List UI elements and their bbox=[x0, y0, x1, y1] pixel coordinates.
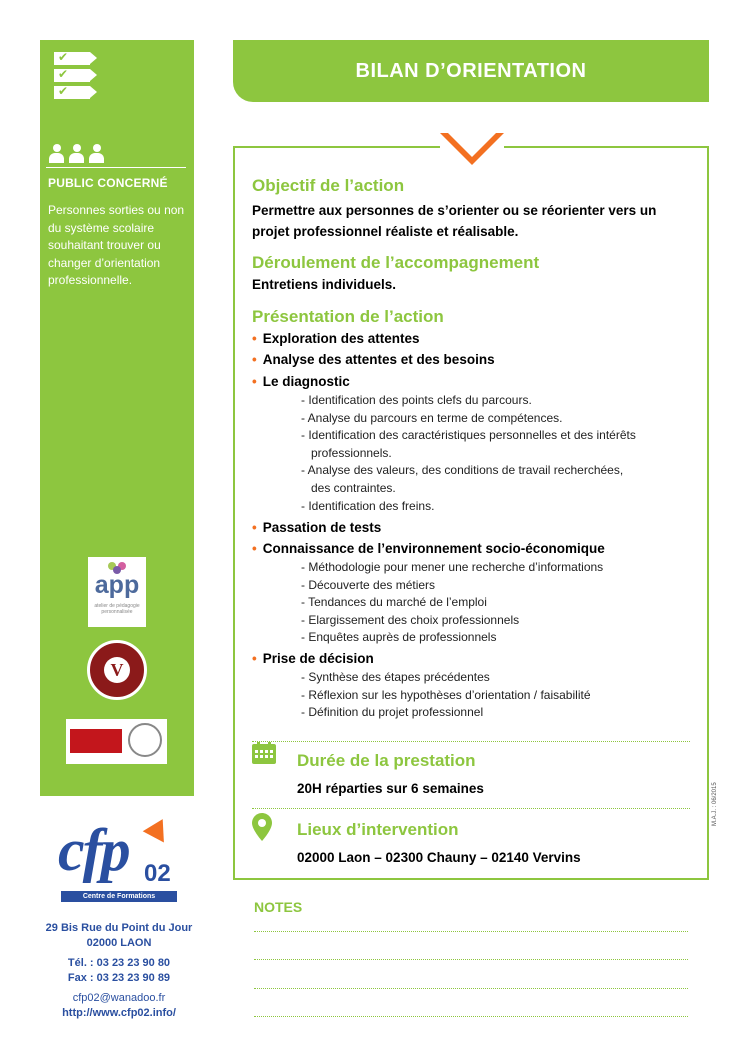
cfp-orange-shape bbox=[143, 814, 174, 843]
cfp-logo-number: 02 bbox=[144, 860, 171, 887]
box-top-border-left bbox=[233, 146, 440, 148]
people-icon bbox=[48, 144, 105, 164]
bullet-exploration: • Exploration des attentes bbox=[252, 331, 420, 346]
bullet-diagnostic: • Le diagnostic bbox=[252, 374, 350, 389]
deroulement-text: Entretiens individuels. bbox=[252, 277, 397, 292]
list-item: - Découverte des métiers bbox=[301, 577, 436, 592]
title-banner bbox=[233, 40, 709, 102]
decision-list bbox=[301, 669, 701, 722]
cfp-logo-bar: Centre de Formations Personnalisées bbox=[61, 891, 177, 902]
list-item: - Identification des caractéristiques personnelles et des intérêts bbox=[301, 428, 636, 443]
calendar-icon bbox=[252, 742, 276, 764]
list-item: - Identification des points clefs du parcours. bbox=[301, 393, 532, 407]
notes-title: NOTES bbox=[254, 899, 303, 915]
note-line bbox=[254, 1016, 688, 1017]
public-concerne-text: Personnes sorties ou non du système scolaire souhaitant trouver ou changer d’orientation professionnelle. bbox=[48, 203, 185, 287]
list-item: - Méthodologie pour mener une recherche d’informations bbox=[301, 560, 604, 574]
duree-title: Durée de la prestation bbox=[297, 751, 476, 770]
address-line-1: 29 Bis Rue du Point du Jour bbox=[45, 922, 193, 934]
list-item: professionnels. bbox=[311, 445, 392, 460]
box-top-border-right bbox=[504, 146, 709, 148]
list-item: - Tendances du marché de l’emploi bbox=[301, 595, 487, 610]
sidebar-divider bbox=[46, 167, 186, 168]
bullet-tests: • Passation de tests bbox=[252, 520, 382, 535]
page-title: BILAN D’ORIENTATION bbox=[355, 60, 587, 82]
list-item: - Synthèse des étapes précédentes bbox=[301, 670, 490, 684]
list-item: - Réflexion sur les hypothèses d’orientation / faisabilité bbox=[301, 687, 591, 702]
checklist-icon: ✔ ✔ ✔ bbox=[54, 52, 98, 103]
address-line-2: 02000 LAON bbox=[86, 937, 152, 949]
app-logo-word: app bbox=[94, 571, 140, 599]
list-item: - Analyse du parcours en terme de compétences. bbox=[301, 410, 563, 425]
list-item: - Analyse des valeurs, des conditions de travail recherchées, bbox=[301, 463, 624, 478]
public-concerne-title: PUBLIC CONCERNÉ bbox=[48, 176, 168, 190]
website-link[interactable]: http://www.cfp02.info/ bbox=[62, 1007, 176, 1019]
divider bbox=[252, 808, 690, 809]
objectif-text: Permettre aux personnes de s’orienter ou se réorienter vers un projet professionnel réaliste et réalisable. bbox=[252, 203, 657, 239]
app-logo bbox=[88, 557, 146, 627]
environnement-list bbox=[301, 559, 701, 647]
fax: Fax : 03 23 23 90 89 bbox=[67, 972, 171, 984]
objectif-title: Objectif de l’action bbox=[252, 176, 405, 195]
bullet-analyse: • Analyse des attentes et des besoins bbox=[252, 352, 495, 367]
presentation-title: Présentation de l’action bbox=[252, 307, 444, 326]
list-item: des contraintes. bbox=[311, 480, 396, 495]
certification-voltaire-logo bbox=[87, 640, 147, 700]
list-item: - Enquêtes auprès de professionnels bbox=[301, 630, 497, 645]
app-logo-subtitle: atelier de pédagogie personnalisée bbox=[94, 603, 140, 615]
note-line bbox=[254, 988, 688, 989]
note-line bbox=[254, 931, 688, 932]
lieux-text: 02000 Laon – 02300 Chauny – 02140 Vervins bbox=[297, 850, 581, 865]
cfp02-logo bbox=[58, 817, 178, 911]
list-item: - Définition du projet professionnel bbox=[301, 705, 484, 720]
bullet-environnement: • Connaissance de l’environnement socio-économique bbox=[252, 541, 605, 556]
certification-letter: V bbox=[104, 657, 130, 683]
location-pin-icon bbox=[252, 813, 272, 841]
cfp-logo-word: cfp bbox=[58, 817, 129, 883]
list-item: - Identification des freins. bbox=[301, 498, 435, 513]
bullet-decision: • Prise de décision bbox=[252, 651, 374, 666]
bureau-veritas-logo bbox=[66, 719, 167, 764]
deroulement-title: Déroulement de l’accompagnement bbox=[252, 253, 540, 272]
update-date: M.A.J. : 06/2015 bbox=[712, 782, 718, 826]
phone: Tél. : 03 23 23 90 80 bbox=[67, 957, 171, 969]
chevron-inner bbox=[448, 133, 496, 157]
lieux-title: Lieux d’intervention bbox=[297, 820, 459, 839]
note-line bbox=[254, 959, 688, 960]
diagnostic-list bbox=[301, 392, 701, 515]
duree-text: 20H réparties sur 6 semaines bbox=[297, 781, 484, 796]
list-item: - Elargissement des choix professionnels bbox=[301, 612, 520, 627]
divider bbox=[252, 741, 690, 742]
email-link[interactable]: cfp02@wanadoo.fr bbox=[72, 992, 166, 1004]
